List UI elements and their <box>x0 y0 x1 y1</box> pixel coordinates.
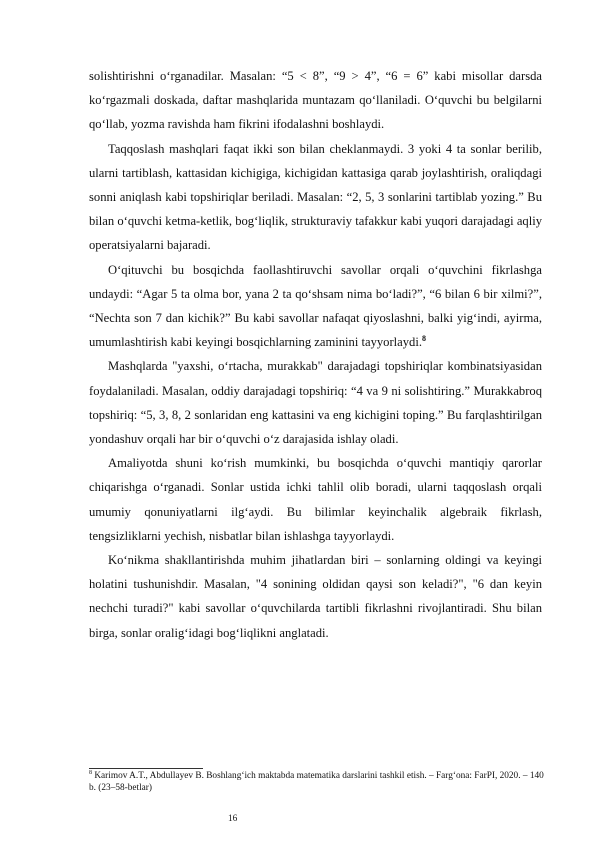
page-number: 16 <box>228 814 238 824</box>
footnote-reference[interactable]: 8 <box>421 334 426 344</box>
footnote-divider <box>89 768 203 769</box>
footnote-marker: 8 <box>89 769 92 776</box>
paragraph-3-text: O‘qituvchi bu bosqichda faollashtiruvchi savollar orqali o‘quvchini fikrlashga undaydi: “Agar 5 ta olma bor, yana 2 ta qo‘shsam nima bo‘ladi?”, “6 bilan 6 bir xilmi?”, “Nechta son 7 dan kichik?” Bu kabi savollar nafaqat qiyoslashni, balki yig‘indi, ayirma, umumlashtirish kabi keyingi bosqichlarning zaminini tayyorlaydi. <box>89 262 542 350</box>
paragraph-3 <box>89 258 542 355</box>
paragraph-2: Taqqoslash mashqlari faqat ikki son bilan cheklanmaydi. 3 yoki 4 ta sonlar berilib, ularni tartiblash, kattasidan kichigiga, kichigidan kattasiga qarab joylashtirish, oraliqdagi sonni aniqlash kabi topshiriqlar beriladi. Masalan: “2, 5, 3 sonlarini tartiblab yozing.” Bu bilan o‘quvchi ketma-ketlik, bog‘liqlik, strukturaviy tafakkur kabi yuqori darajadagi aqliy operatsiyalarni bajaradi. <box>89 141 542 253</box>
paragraph-4: Mashqlarda "yaxshi, o‘rtacha, murakkab" darajadagi topshiriqlar kombinatsiyasidan foydalaniladi. Masalan, oddiy darajadagi topshiriq: “4 va 9 ni solishtiring.” Murakkabroq topshiriq: “5, 3, 8, 2 sonlaridan eng kattasini va eng kichigini toping.” Bu farqlashtirilgan yondashuv orqali har bir o‘quvchi o‘z darajasida ishlay oladi. <box>89 359 542 447</box>
paragraph-1: solishtirishni o‘rganadilar. Masalan: “5 < 8”, “9 > 4”, “6 = 6” kabi misollar darsda ko‘rgazmali doskada, daftar mashqlarida muntazam qo‘llaniladi. O‘quvchi bu belgilarni qo‘llab, yozma ravishda ham fikrini ifodalashni boshlaydi. <box>89 69 542 132</box>
footnote-text: Karimov A.T., Abdullayev B. Boshlang‘ich maktabda matematika darslarini tashkil etish. – Farg‘ona: FarPI, 2020. – 140 b. (23–58-betlar) <box>89 771 544 793</box>
paragraph-6: Ko‘nikma shakllantirishda muhim jihatlardan biri – sonlarning oldingi va keyingi holatini tushunishdir. Masalan, "4 sonining oldidan qaysi son keladi?", "6 dan keyin nechchi turadi?" kabi savollar o‘quvchilarda tartibli fikrlashni rivojlantiradi. Shu bilan birga, sonlar oralig‘idagi bog‘liqlikni anglatadi. <box>89 553 542 640</box>
paragraph-5: Amaliyotda shuni ko‘rish mumkinki, bu bosqichda o‘quvchi mantiqiy qarorlar chiqarishga o‘rganadi. Sonlar ustida ichki tahlil olib boradi, ularni taqqoslash orqali umumiy qonuniyatlarni ilg‘aydi. Bu bilimlar keyinchalik algebraik fikrlash, tengsizliklarni yechish, nisbatlar bilan ishlashga tayyorlaydi. <box>89 456 542 543</box>
footnote <box>89 771 549 795</box>
document-body <box>89 64 542 645</box>
